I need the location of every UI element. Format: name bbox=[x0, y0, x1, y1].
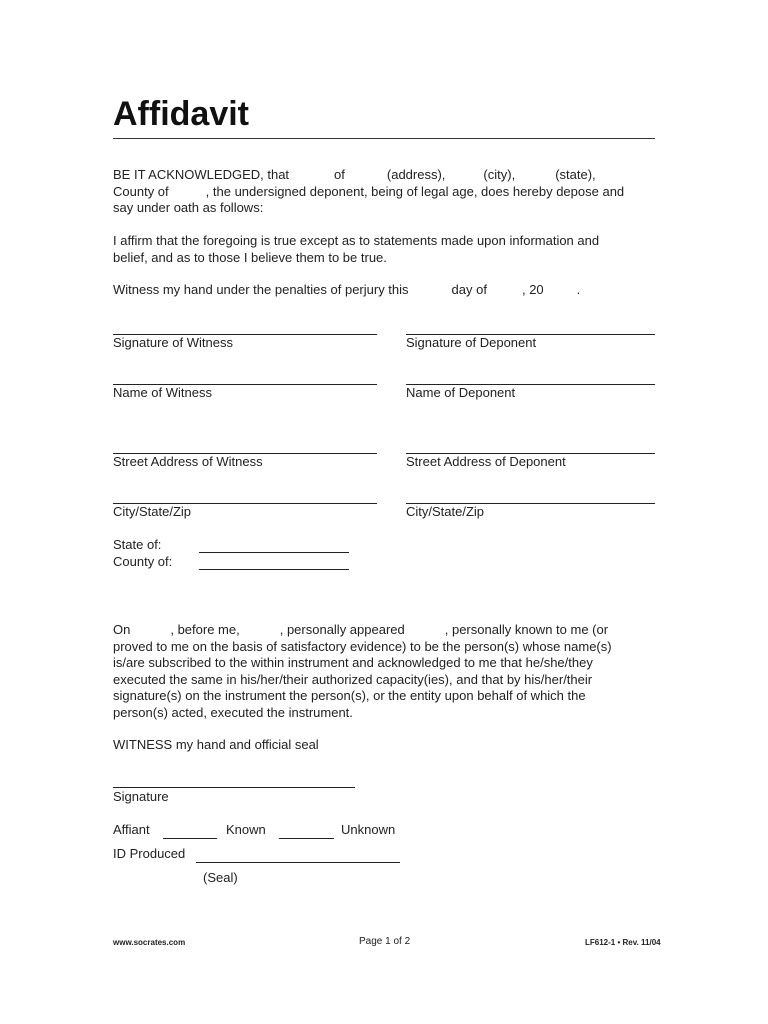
footer-form-id: LF612-1 • Rev. 11/04 bbox=[585, 938, 661, 947]
ack-text-address: (address), bbox=[386, 167, 446, 182]
acknowledgement-line-3: say under oath as follows: bbox=[113, 200, 264, 215]
ack-text-state: (state), bbox=[555, 167, 596, 182]
witness-hand-line bbox=[113, 282, 659, 299]
witness-street-label: Street Address of Witness bbox=[113, 454, 263, 469]
notary-signature-label: Signature bbox=[113, 789, 169, 804]
footer-page-number: Page 1 of 2 bbox=[359, 936, 411, 947]
known-label: Known bbox=[226, 822, 266, 837]
id-produced-line[interactable] bbox=[196, 862, 400, 863]
affirm-line-1: I affirm that the foregoing is true except as to statements made upon information and bbox=[113, 233, 600, 248]
notary-line-1 bbox=[113, 622, 659, 639]
notary-text-before-me: , before me, bbox=[170, 622, 240, 637]
notary-line-6: person(s) acted, executed the instrument. bbox=[113, 704, 353, 720]
notary-signature-line[interactable] bbox=[113, 787, 355, 788]
county-of-label: County of: bbox=[113, 554, 173, 569]
notary-text-appeared: , personally appeared bbox=[279, 622, 405, 637]
page-title: Affidavit bbox=[113, 95, 249, 133]
affiant-known-line[interactable] bbox=[163, 838, 217, 839]
state-of-label: State of: bbox=[113, 537, 162, 552]
id-produced-label: ID Produced bbox=[113, 846, 186, 861]
affiant-unknown-line[interactable] bbox=[279, 838, 334, 839]
acknowledgement-line-2 bbox=[113, 184, 659, 201]
witness-hand-period: . bbox=[576, 282, 581, 297]
deponent-name-label: Name of Deponent bbox=[406, 385, 516, 400]
notary-line-2: proved to me on the basis of satisfactory evidence) to be the person(s) whose name(s) bbox=[113, 638, 612, 654]
ack-text-deponent: , the undersigned deponent, being of legal age, does hereby depose and bbox=[205, 183, 625, 199]
notary-line-5: signature(s) on the instrument the person(s), or the entity upon behalf of which the bbox=[113, 688, 586, 703]
unknown-label: Unknown bbox=[341, 822, 396, 837]
title-divider bbox=[113, 138, 655, 139]
affirm-paragraph bbox=[113, 233, 659, 266]
witness-seal-text: WITNESS my hand and official seal bbox=[113, 737, 319, 752]
acknowledgement-line-1 bbox=[113, 167, 659, 184]
deponent-street-label: Street Address of Deponent bbox=[406, 454, 566, 469]
notary-text-known: , personally known to me (or bbox=[444, 622, 609, 637]
notary-paragraph bbox=[113, 622, 659, 721]
ack-text-that: BE IT ACKNOWLEDGED, that bbox=[113, 167, 290, 182]
state-of-line[interactable] bbox=[199, 552, 349, 553]
ack-text-of: of bbox=[334, 167, 345, 182]
witness-name-label: Name of Witness bbox=[113, 385, 212, 400]
witness-signature-label: Signature of Witness bbox=[113, 335, 233, 350]
witness-hand-day-of: day of bbox=[451, 282, 487, 297]
notary-line-4: executed the same in his/her/their authorized capacity(ies), and that by his/her/their bbox=[113, 671, 593, 687]
affiant-label: Affiant bbox=[113, 822, 150, 837]
witness-hand-year: , 20 bbox=[521, 282, 544, 297]
ack-text-county: County of bbox=[113, 183, 169, 199]
footer-website: www.socrates.com bbox=[113, 938, 186, 947]
notary-line-3: is/are subscribed to the within instrument and acknowledged to me that he/she/they bbox=[113, 655, 593, 670]
seal-label: (Seal) bbox=[203, 870, 238, 885]
witness-hand-text: Witness my hand under the penalties of perjury this bbox=[113, 282, 409, 297]
notary-text-on: On bbox=[113, 622, 131, 637]
ack-text-city: (city), bbox=[483, 167, 516, 182]
deponent-city-label: City/State/Zip bbox=[406, 504, 485, 519]
acknowledgement-paragraph bbox=[113, 167, 659, 217]
county-of-line[interactable] bbox=[199, 569, 349, 570]
witness-city-label: City/State/Zip bbox=[113, 504, 192, 519]
deponent-signature-label: Signature of Deponent bbox=[406, 335, 537, 350]
affirm-line-2: belief, and as to those I believe them to be true. bbox=[113, 249, 387, 265]
